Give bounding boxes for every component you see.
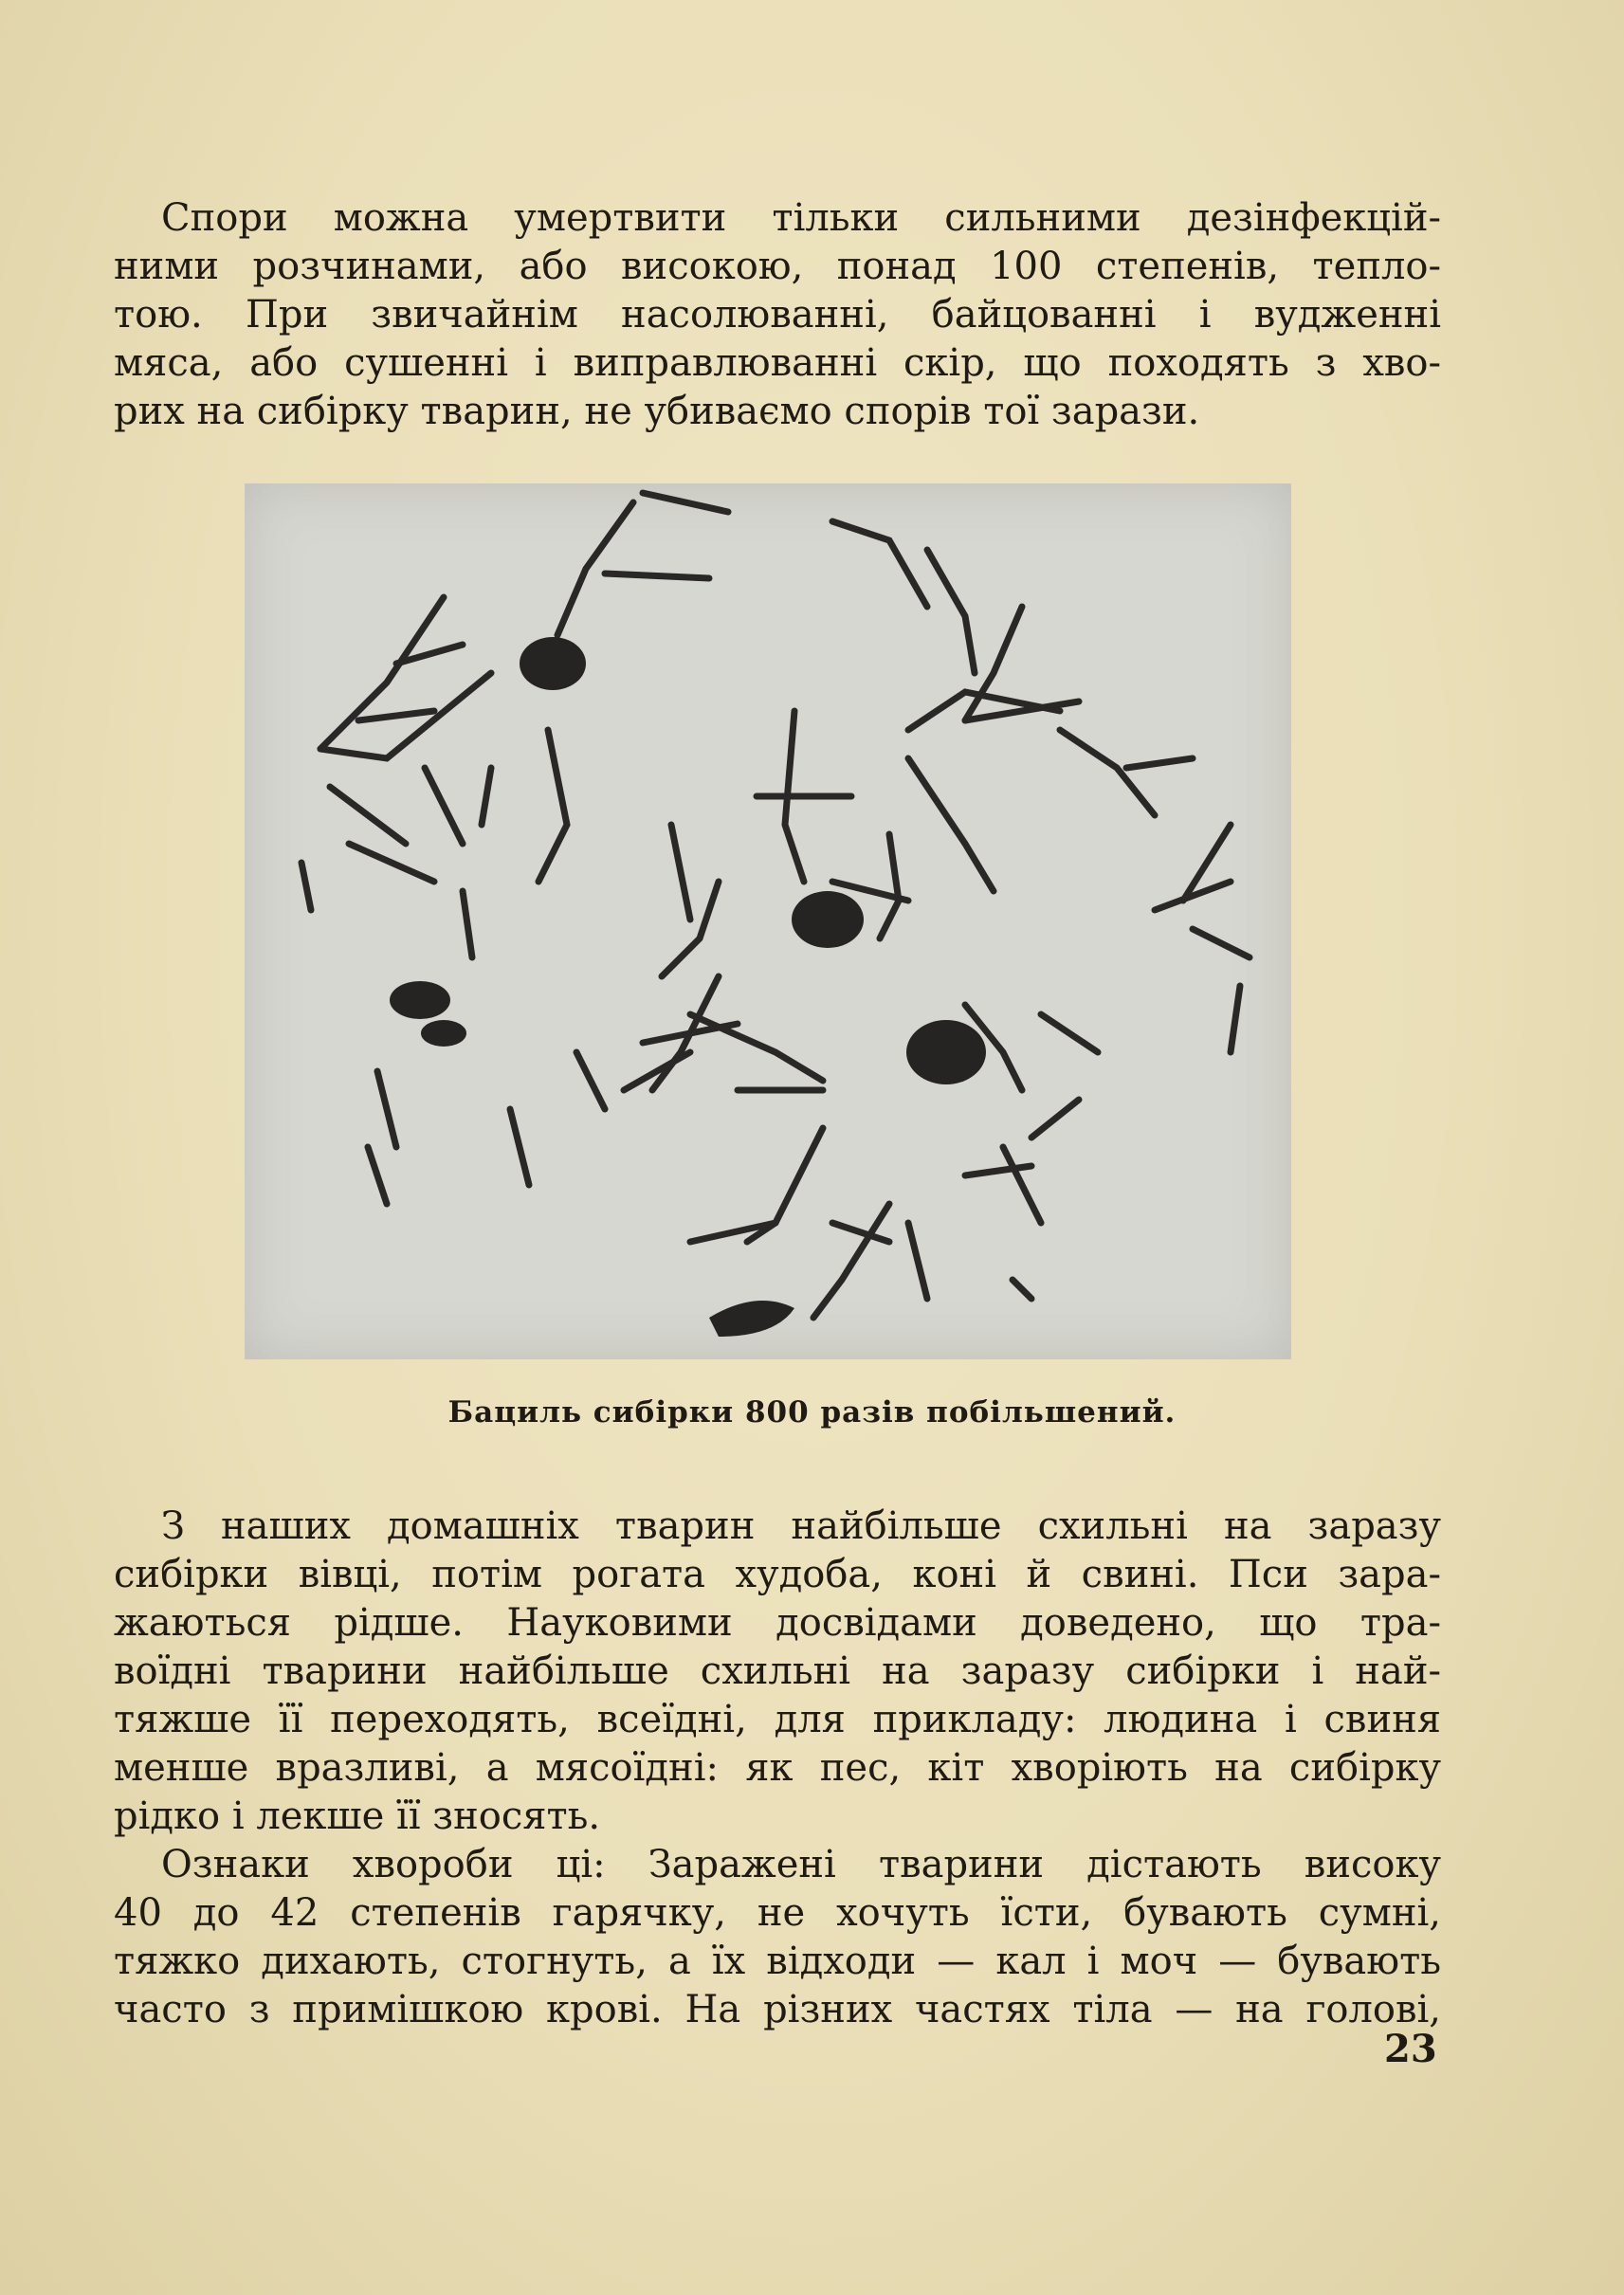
bacillus-rod	[1193, 929, 1250, 957]
text-line: тою. При звичайнім насолюванні, байцованні і вудженні	[114, 293, 1441, 337]
bacillus-rod	[813, 1204, 889, 1318]
bacillus-rod	[1060, 730, 1155, 815]
bacillus-rod	[1231, 986, 1240, 1052]
text-line: 40 до 42 степенів гарячку, не хочуть їсти, бувають сумні,	[114, 1891, 1441, 1935]
paragraph-spores	[114, 194, 1441, 436]
text-line: мяса, або сушенні і виправлюванні скір, що походять з хво-	[114, 341, 1441, 385]
bacillus-micrograph	[245, 483, 1291, 1359]
text-line: тяжко дихають, стогнуть, а їх відходи — кал і моч — бувають	[114, 1940, 1441, 1983]
bacillus-rod	[832, 1223, 889, 1242]
bacillus-rod	[908, 1223, 927, 1299]
bacillus-rod	[690, 1014, 823, 1081]
stained-cell	[421, 1020, 466, 1047]
bacillus-rod	[349, 844, 434, 882]
bacillus-rod	[576, 1052, 605, 1109]
bacillus-rod	[510, 1109, 529, 1185]
text-line: менше вразливі, а мясоїдні: як пес, кіт хворіють на сибірку	[114, 1746, 1441, 1790]
bacillus-rod	[377, 1071, 396, 1147]
bacillus-rod	[1041, 1014, 1098, 1052]
stained-cell	[792, 891, 864, 948]
bacillus-rod	[538, 730, 567, 882]
stained-cell	[709, 1301, 794, 1337]
bacillus-rod	[908, 758, 994, 891]
bacillus-rod	[425, 768, 463, 844]
bacillus-rod	[1031, 1100, 1079, 1138]
bacillus-rod	[832, 521, 927, 607]
text-line: тяжше її переходять, всеїдні, для прикладу: людина і свиня	[114, 1698, 1441, 1741]
bacillus-rod	[1013, 1280, 1031, 1299]
bacillus-rod	[671, 825, 690, 920]
bacillus-rod	[880, 834, 899, 938]
bacillus-rod	[463, 891, 472, 957]
text-line: Спори можна умертвити тільки сильними дезінфекцій-	[161, 196, 1441, 240]
stained-cell	[520, 637, 586, 690]
bacillus-rod	[301, 863, 311, 910]
bacillus-rod	[330, 787, 406, 844]
paragraph-susceptibility	[114, 1503, 1441, 1841]
stained-cell	[390, 981, 450, 1019]
bacillus-rod	[605, 574, 709, 578]
bacillus-rod	[927, 550, 975, 673]
bacillus-rod	[557, 502, 633, 635]
bacillus-rod	[662, 882, 719, 976]
text-line: рідко і лекше її зносять.	[114, 1794, 601, 1838]
bacillus-rod	[1003, 1147, 1041, 1223]
paragraph-symptoms	[114, 1841, 1441, 2034]
text-line: часто з примішкою крові. На різних частях тіла — на голові,	[114, 1988, 1441, 2031]
text-line: рих на сибірку тварин, не убиваємо спорів тої зарази.	[114, 390, 1200, 433]
page-number: 23	[1384, 2027, 1437, 2071]
bacillus-rod	[965, 1166, 1031, 1175]
stained-cell	[906, 1020, 986, 1084]
bacillus-rod	[1126, 758, 1193, 768]
text-line: воїдні тварини найбільше схильні на заразу сибірки і най-	[114, 1649, 1441, 1693]
bacillus-rod	[358, 711, 434, 720]
text-line: жаються рідше. Науковими досвідами доведено, що тра-	[114, 1601, 1441, 1645]
text-line: З наших домашніх тварин найбільше схильні на заразу	[161, 1504, 1441, 1548]
bacillus-rod	[368, 1147, 387, 1204]
bacillus-rod	[482, 768, 491, 825]
text-line: Ознаки хвороби ці: Заражені тварини дістають високу	[161, 1843, 1441, 1886]
text-line: сибірки вівці, потім рогата худоба, коні й свині. Пси зара-	[114, 1553, 1441, 1596]
bacillus-rod	[643, 493, 728, 512]
figure-caption: Бациль сибірки 800 разів побільшений.	[447, 1395, 1177, 1430]
bacillus-micrograph-drawing	[245, 483, 1291, 1359]
text-line: ними розчинами, або високою, понад 100 степенів, тепло-	[114, 245, 1441, 288]
